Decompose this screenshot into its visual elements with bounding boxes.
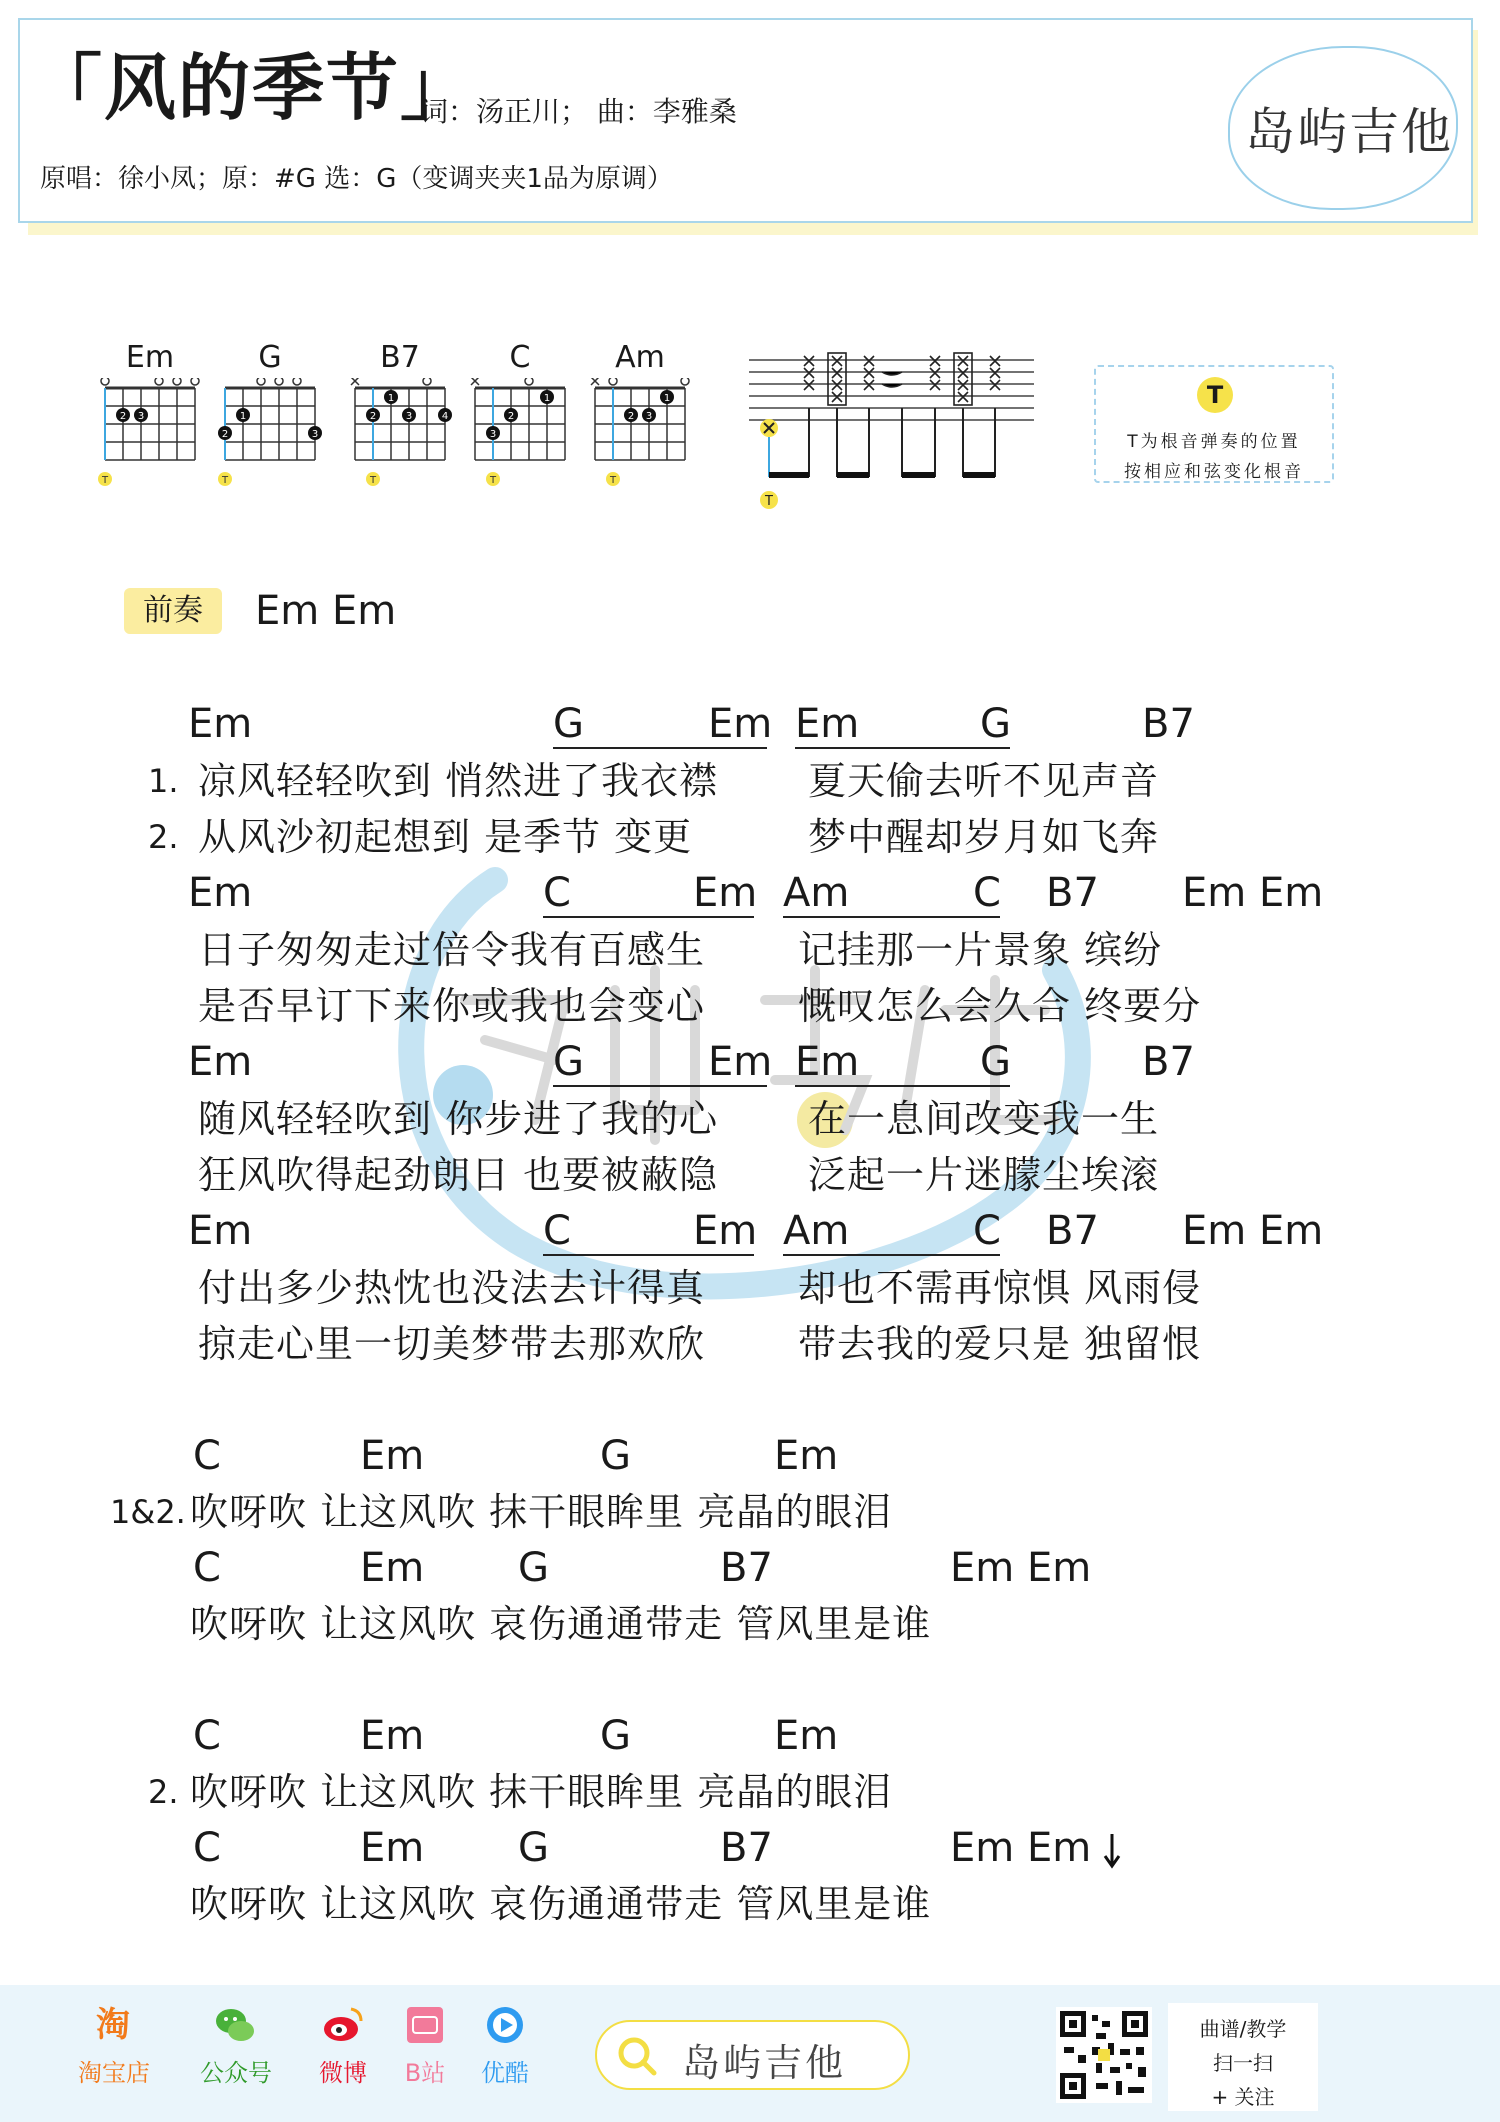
lyric-line: 吹呀吹 让这风吹 抹干眼眸里 亮晶的眼泪 [190, 1490, 893, 1534]
chord-label: Em Em [1182, 870, 1324, 916]
legend-line-2: 按相应和弦变化根音 [1124, 462, 1304, 482]
bilibili-label: B站 [404, 2059, 446, 2087]
chord-underline [543, 916, 754, 918]
lyric-line: 在一息间改变我一生 [808, 1097, 1160, 1141]
lyric-line: 泛起一片迷朦尘埃滚 [808, 1153, 1160, 1197]
verse-number: 2. [148, 1773, 179, 1811]
chord-label: G [553, 701, 584, 747]
search-icon [615, 2034, 659, 2078]
chord-g-diagram [215, 378, 325, 508]
taobao-label: 淘宝店 [78, 2059, 150, 2087]
chord-label: C [193, 1545, 221, 1591]
svg-text:3: 3 [405, 411, 413, 422]
verse-number: 1&2. [110, 1493, 186, 1531]
chord-label: C [973, 870, 1001, 916]
chord-name: C [509, 340, 531, 375]
chord-name: Am [615, 340, 665, 375]
svg-text:1: 1 [543, 393, 551, 404]
svg-text:1: 1 [239, 411, 247, 422]
chord-label: Em [360, 1825, 425, 1871]
chord-label: G [518, 1825, 549, 1871]
lyric-line: 随风轻轻吹到 你步进了我的心 [198, 1097, 719, 1141]
chord-label: Em [360, 1713, 425, 1759]
svg-text:3: 3 [311, 429, 319, 440]
svg-text:3: 3 [645, 411, 653, 422]
svg-text:3: 3 [137, 411, 145, 422]
svg-text:2: 2 [221, 429, 229, 440]
chord-label: B7 [1046, 1208, 1099, 1254]
chord-c-diagram [465, 378, 575, 508]
youku-icon [483, 2003, 527, 2047]
wechat-icon [213, 2003, 257, 2047]
weibo-label: 微博 [319, 2059, 367, 2087]
chord-label: G [980, 1039, 1011, 1085]
lyric-line: 付出多少热忱也没法去计得真 [198, 1266, 706, 1310]
chord-underline [795, 747, 1010, 749]
chord-label: G [600, 1713, 631, 1759]
chord-label: Em [774, 1433, 839, 1479]
chord-am [585, 340, 695, 510]
youku-label: 优酷 [481, 2059, 529, 2087]
qr-caption-1: 曲谱/教学 [1199, 2017, 1287, 2041]
chord-label: Em [188, 870, 253, 916]
svg-text:2: 2 [119, 411, 127, 422]
lyric-line: 从风沙初起想到 是季节 变更 [198, 815, 693, 859]
root-note-legend [1094, 365, 1334, 483]
wechat-link[interactable] [200, 2003, 270, 2088]
chord-label: G [980, 701, 1011, 747]
chord-underline [543, 1254, 754, 1256]
qr-caption-3: + 关注 [1211, 2085, 1275, 2109]
lyric-line: 记挂那一片景象 缤纷 [798, 928, 1163, 972]
chord-underline [553, 747, 767, 749]
chord-label: C [193, 1433, 221, 1479]
strum-pattern [744, 352, 1044, 512]
svg-text:T: T [221, 475, 229, 486]
wechat-label: 公众号 [200, 2059, 272, 2087]
svg-text:T: T [609, 475, 617, 486]
chord-label: B7 [720, 1545, 773, 1591]
chord-b7-diagram [345, 378, 455, 508]
chord-label: Em [795, 701, 860, 747]
legend-line-1: T为根音弹奏的位置 [1127, 432, 1301, 452]
chord-label: Em [188, 1208, 253, 1254]
chord-em [95, 340, 205, 510]
t-badge: T [1197, 377, 1233, 413]
svg-text:2: 2 [507, 411, 515, 422]
key-info: 原唱：徐小凤；原：#G 选：G（变调夹夹1品为原调） [40, 164, 673, 194]
chord-label: Em [708, 701, 773, 747]
svg-text:T: T [101, 475, 109, 486]
qr-caption-2: 扫一扫 [1213, 2051, 1273, 2075]
svg-text:2: 2 [369, 411, 377, 422]
lyric-line: 吹呀吹 让这风吹 哀伤通通带走 管风里是谁 [190, 1602, 932, 1646]
intro-tag: 前奏 [124, 588, 222, 634]
chord-label: Em [188, 701, 253, 747]
lyric-line: 狂风吹得起劲朗日 也要被蔽隐 [198, 1153, 719, 1197]
chord-g [215, 340, 325, 510]
lyric-line: 掠走心里一切美梦带去那欢欣 [198, 1322, 706, 1366]
chord-label: G [553, 1039, 584, 1085]
svg-text:T: T [489, 475, 497, 486]
lyric-line: 带去我的爱只是 独留恨 [798, 1322, 1202, 1366]
chord-label: Em Em [950, 1825, 1092, 1871]
lyric-line: 夏天偷去听不见声音 [808, 759, 1160, 803]
chord-label: Em [774, 1713, 839, 1759]
weibo-link[interactable] [308, 2003, 378, 2088]
chord-name: G [258, 340, 282, 375]
lyric-line: 却也不需再惊惧 风雨侵 [798, 1266, 1202, 1310]
chord-label: Em [708, 1039, 773, 1085]
chord-name: B7 [380, 340, 420, 375]
chord-label: C [543, 870, 571, 916]
svg-text:4: 4 [441, 411, 449, 422]
chord-label: B7 [1142, 1039, 1195, 1085]
chord-label: Em [693, 870, 758, 916]
svg-text:1: 1 [387, 393, 395, 404]
taobao-link[interactable] [78, 2003, 148, 2088]
down-arrow-icon [1102, 1832, 1122, 1870]
intro-chords: Em Em [255, 588, 397, 634]
chord-label: B7 [1046, 870, 1099, 916]
chord-label: Em [795, 1039, 860, 1085]
bilibili-icon [403, 2003, 447, 2047]
chord-label: C [193, 1713, 221, 1759]
search-text: 岛屿吉他 [682, 2041, 847, 2085]
lyric-line: 凉风轻轻吹到 悄然进了我衣襟 [198, 759, 719, 803]
verse-number: 2. [148, 818, 179, 856]
chord-em-diagram [95, 378, 205, 508]
song-credits: 词：汤正川； 曲：李雅桑 [420, 95, 737, 128]
qr-caption [1168, 2003, 1318, 2111]
chord-underline [795, 1085, 1010, 1087]
qr-code-icon[interactable] [1056, 2007, 1152, 2103]
search-box[interactable] [595, 2020, 910, 2090]
chord-underline [553, 1085, 767, 1087]
lyric-line: 慨叹怎么会久合 终要分 [798, 984, 1202, 1028]
chord-label: Em [188, 1039, 253, 1085]
chord-label: Am [783, 1208, 850, 1254]
weibo-icon [321, 2003, 365, 2047]
chord-label: Am [783, 870, 850, 916]
strum-root-label: T [765, 494, 773, 509]
bilibili-link[interactable] [390, 2003, 460, 2088]
chord-name: Em [125, 340, 175, 375]
chord-b7 [345, 340, 455, 510]
chord-am-diagram [585, 378, 695, 508]
chord-label: Em [360, 1433, 425, 1479]
chord-underline [783, 1254, 1000, 1256]
lyric-line: 吹呀吹 让这风吹 抹干眼眸里 亮晶的眼泪 [190, 1770, 893, 1814]
chord-label: B7 [720, 1825, 773, 1871]
chord-label: Em Em [1182, 1208, 1324, 1254]
chord-label: C [193, 1825, 221, 1871]
song-title: 「风的季节」 [30, 46, 475, 130]
svg-text:3: 3 [489, 429, 497, 440]
youku-link[interactable] [470, 2003, 540, 2088]
chord-underline [783, 916, 1000, 918]
logo-text: 岛屿吉他 [1245, 103, 1453, 161]
chord-label: G [518, 1545, 549, 1591]
svg-text:T: T [369, 475, 377, 486]
svg-text:1: 1 [663, 393, 671, 404]
chord-label: B7 [1142, 701, 1195, 747]
chord-label: C [543, 1208, 571, 1254]
lyric-line: 吹呀吹 让这风吹 哀伤通通带走 管风里是谁 [190, 1882, 932, 1926]
chord-c [465, 340, 575, 510]
svg-text:2: 2 [627, 411, 635, 422]
lyric-line: 日子匆匆走过倍令我有百感生 [198, 928, 706, 972]
chord-label: Em Em [950, 1545, 1092, 1591]
verse-number: 1. [148, 762, 179, 800]
chord-label: Em [693, 1208, 758, 1254]
lyric-line: 梦中醒却岁月如飞奔 [808, 815, 1160, 859]
footer-bar [0, 1985, 1500, 2122]
taobao-icon: 淘 [96, 2005, 130, 2045]
chord-label: Em [360, 1545, 425, 1591]
chord-label: G [600, 1433, 631, 1479]
chord-label: C [973, 1208, 1001, 1254]
lyric-line: 是否早订下来你或我也会变心 [198, 984, 706, 1028]
